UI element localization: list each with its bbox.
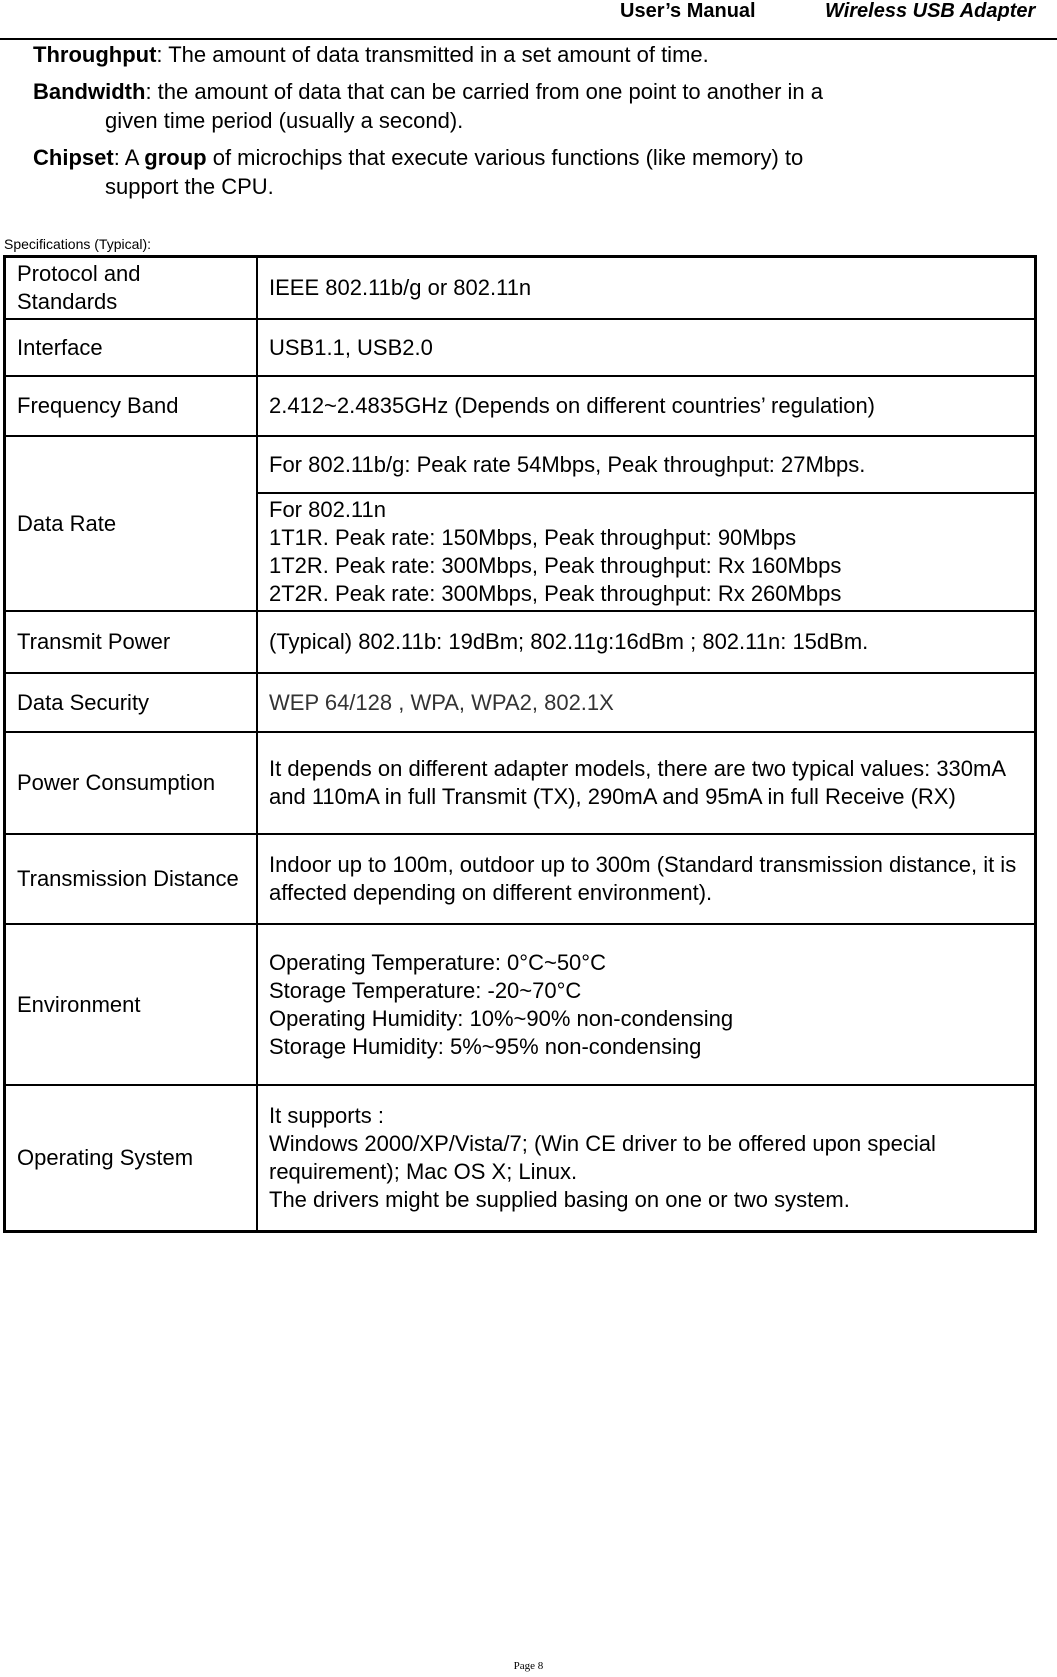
- spec-label: Protocol and Standards: [5, 257, 258, 320]
- term-emphasis: group: [144, 145, 207, 170]
- table-row: [5, 611, 1036, 673]
- spec-label: Power Consumption: [5, 732, 258, 834]
- spec-label: Data Security: [5, 673, 258, 732]
- spec-line: Storage Humidity: 5%~95% non-condensing: [269, 1033, 702, 1059]
- spec-value: (Typical) 802.11b: 19dBm; 802.11g:16dBm ; 802.11n: 15dBm.: [257, 611, 1036, 673]
- term-definition: of microchips that execute various functions (like memory) to: [206, 145, 804, 170]
- spec-value: For 802.11b/g: Peak rate 54Mbps, Peak throughput: 27Mbps.: [257, 436, 1036, 493]
- term-name: Chipset: [33, 145, 114, 170]
- glossary-bandwidth: [33, 77, 1033, 135]
- term-definition: : the amount of data that can be carried from one point to another in a: [145, 79, 823, 104]
- table-row: [5, 924, 1036, 1085]
- table-row: [5, 376, 1036, 436]
- spec-value: IEEE 802.11b/g or 802.11n: [257, 257, 1036, 320]
- spec-value: It depends on different adapter models, there are two typical values: 330mA and 110mA in full Transmit (TX), 290mA and 95mA in full Receive (RX): [257, 732, 1036, 834]
- spec-label: Operating System: [5, 1085, 258, 1231]
- term-definition-pre: : A: [113, 145, 145, 170]
- spec-value: 2.412~2.4835GHz (Depends on different countries’ regulation): [257, 376, 1036, 436]
- spec-line: Operating Temperature: 0°C~50°C: [269, 949, 606, 975]
- table-row: [5, 673, 1036, 732]
- spec-value: Indoor up to 100m, outdoor up to 300m (Standard transmission distance, it is affected depending on different environment).: [257, 834, 1036, 924]
- spec-value-multiline: [257, 493, 1036, 611]
- spec-value: USB1.1, USB2.0: [257, 319, 1036, 376]
- spec-value-multiline: [257, 1085, 1036, 1231]
- spec-label: Environment: [5, 924, 258, 1085]
- spec-line: Operating Humidity: 10%~90% non-condensing: [269, 1005, 734, 1031]
- glossary-throughput: [33, 40, 1033, 69]
- spec-line: Windows 2000/XP/Vista/7; (Win CE driver to be offered upon special requirement); Mac OS X; Linux.: [269, 1130, 936, 1184]
- term-definition: : The amount of data transmitted in a set amount of time.: [156, 42, 709, 67]
- table-row: [5, 732, 1036, 834]
- table-row: [5, 834, 1036, 924]
- glossary-chipset: [33, 143, 1033, 201]
- term-definition-cont: support the CPU.: [105, 174, 274, 199]
- table-row: [5, 319, 1036, 376]
- term-name: Throughput: [33, 42, 157, 67]
- page-header: [0, 0, 1057, 40]
- header-manual-title: User’s Manual: [620, 0, 756, 22]
- spec-line: Storage Temperature: -20~70°C: [269, 977, 582, 1003]
- spec-label: Transmission Distance: [5, 834, 258, 924]
- spec-line: 1T2R. Peak rate: 300Mbps, Peak throughput: Rx 160Mbps: [269, 553, 842, 578]
- spec-table: [3, 255, 1037, 1233]
- header-product-title: Wireless USB Adapter: [825, 0, 1036, 22]
- term-definition-cont: given time period (usually a second).: [105, 108, 464, 133]
- spec-line: 2T2R. Peak rate: 300Mbps, Peak throughput: Rx 260Mbps: [269, 581, 842, 606]
- table-row: [5, 1085, 1036, 1231]
- spec-line: It supports :: [269, 1102, 384, 1128]
- spec-label: Interface: [5, 319, 258, 376]
- term-name: Bandwidth: [33, 79, 146, 104]
- spec-value: WEP 64/128 , WPA, WPA2, 802.1X: [257, 673, 1036, 732]
- spec-label: Frequency Band: [5, 376, 258, 436]
- glossary: [33, 40, 1033, 209]
- spec-line: For 802.11n: [269, 497, 387, 522]
- table-row: [5, 436, 1036, 493]
- spec-line: The drivers might be supplied basing on one or two system.: [269, 1186, 850, 1212]
- table-row: [5, 257, 1036, 320]
- page-number: Page 8: [513, 1660, 544, 1672]
- spec-value-multiline: [257, 924, 1036, 1085]
- spec-label: Data Rate: [5, 436, 258, 611]
- spec-line: 1T1R. Peak rate: 150Mbps, Peak throughput: 90Mbps: [269, 525, 797, 550]
- spec-caption: Specifications (Typical):: [4, 236, 152, 252]
- spec-label: Transmit Power: [5, 611, 258, 673]
